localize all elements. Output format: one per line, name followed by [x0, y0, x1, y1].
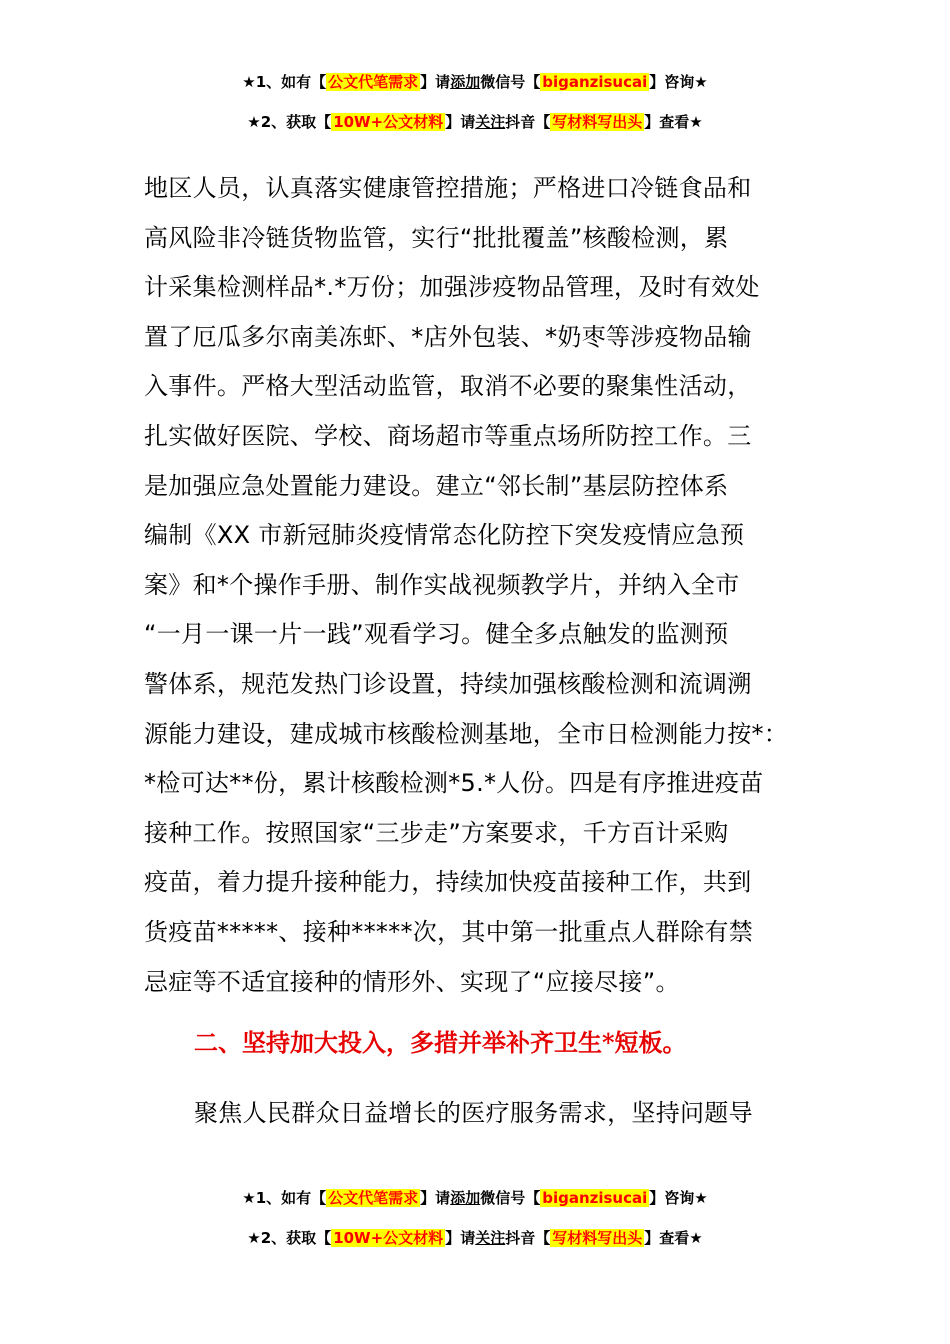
highlight-materials: 10W+公文材料	[333, 113, 444, 131]
banner-text: ★1、如有【	[242, 73, 327, 91]
highlight-service: 公文代笔需求	[328, 73, 419, 91]
body-line: 疫苗，着力提升接种能力，持续加快疫苗接种工作，共到	[144, 868, 752, 897]
body-line: 源能力建设，建成城市核酸检测基地，全市日检测能力按*：	[144, 719, 789, 748]
banner-text: 微信号【	[480, 73, 541, 91]
highlight-douyin: 写材料写出头	[552, 1229, 643, 1247]
banner-text: 】请	[445, 113, 476, 131]
section-heading: 二、坚持加大投入，多措并举补齐卫生*短板。	[194, 1028, 687, 1057]
bottom-banner-line-2	[0, 1228, 950, 1248]
body-line: 是加强应急处置能力建设。建立“邻长制”基层防控体系	[144, 471, 729, 500]
body-line: 编制《XX 市新冠肺炎疫情常态化防控下突发疫情应急预	[144, 521, 745, 550]
highlight-wechat-id: biganzisucai	[542, 1189, 648, 1207]
banner-text: 抖音【	[505, 113, 551, 131]
highlight-materials: 10W+公文材料	[333, 1229, 444, 1247]
body-line: 忌症等不适宜接种的情形外、实现了“应接尽接”。	[144, 967, 680, 996]
banner-text: 】咨询★	[649, 73, 708, 91]
banner-text: 】请	[445, 1229, 476, 1247]
banner-text: ★2、获取【	[247, 113, 332, 131]
body-line: “一月一课一片一践”观看学习。健全多点触发的监测预	[144, 620, 729, 649]
body-line: 货疫苗*****、接种*****次，其中第一批重点人群除有禁	[144, 917, 753, 946]
body-line: 案》和*个操作手册、制作实战视频教学片，并纳入全市	[144, 570, 740, 599]
banner-text: 】查看★	[644, 113, 703, 131]
underlined-follow: 关注	[475, 113, 506, 131]
banner-text: 】请	[420, 1189, 451, 1207]
body-paragraph	[144, 164, 834, 1007]
body-line: *检可达**份，累计核酸检测*5.*人份。四是有序推进疫苗	[144, 769, 764, 798]
banner-text: ★2、获取【	[247, 1229, 332, 1247]
banner-text: 微信号【	[480, 1189, 541, 1207]
banner-text: 】请	[420, 73, 451, 91]
body-line: 地区人员，认真落实健康管控措施；严格进口冷链食品和	[144, 174, 752, 202]
bottom-banner-line-1	[0, 1188, 950, 1208]
underlined-follow: 关注	[475, 1229, 506, 1247]
body-line: 计采集检测样品*.*万份；加强涉疫物品管理，及时有效处	[144, 273, 760, 302]
underlined-add: 添加	[450, 1189, 481, 1207]
body-line: 入事件。严格大型活动监管，取消不必要的聚集性活动，	[144, 372, 752, 401]
banner-text: 抖音【	[505, 1229, 551, 1247]
banner-text: ★1、如有【	[242, 1189, 327, 1207]
banner-text: 】咨询★	[649, 1189, 708, 1207]
top-banner-line-2	[0, 112, 950, 132]
body-line: 置了厄瓜多尔南美冻虾、*店外包装、*奶枣等涉疫物品输	[144, 322, 752, 351]
highlight-douyin: 写材料写出头	[552, 113, 643, 131]
highlight-service: 公文代笔需求	[328, 1189, 419, 1207]
banner-text: 】查看★	[644, 1229, 703, 1247]
body-line: 接种工作。按照国家“三步走”方案要求，千方百计采购	[144, 818, 729, 847]
underlined-add: 添加	[450, 73, 481, 91]
body-line: 高风险非冷链货物监管，实行“批批覆盖”核酸检测，累	[144, 223, 729, 252]
body-line: 警体系，规范发热门诊设置，持续加强核酸检测和流调溯	[144, 669, 752, 698]
body-line: 扎实做好医院、学校、商场超市等重点场所防控工作。三	[144, 421, 752, 450]
top-banner-line-1	[0, 72, 950, 92]
highlight-wechat-id: biganzisucai	[542, 73, 648, 91]
paragraph-2-first-line: 聚焦人民群众日益增长的医疗服务需求，坚持问题导	[194, 1099, 753, 1127]
